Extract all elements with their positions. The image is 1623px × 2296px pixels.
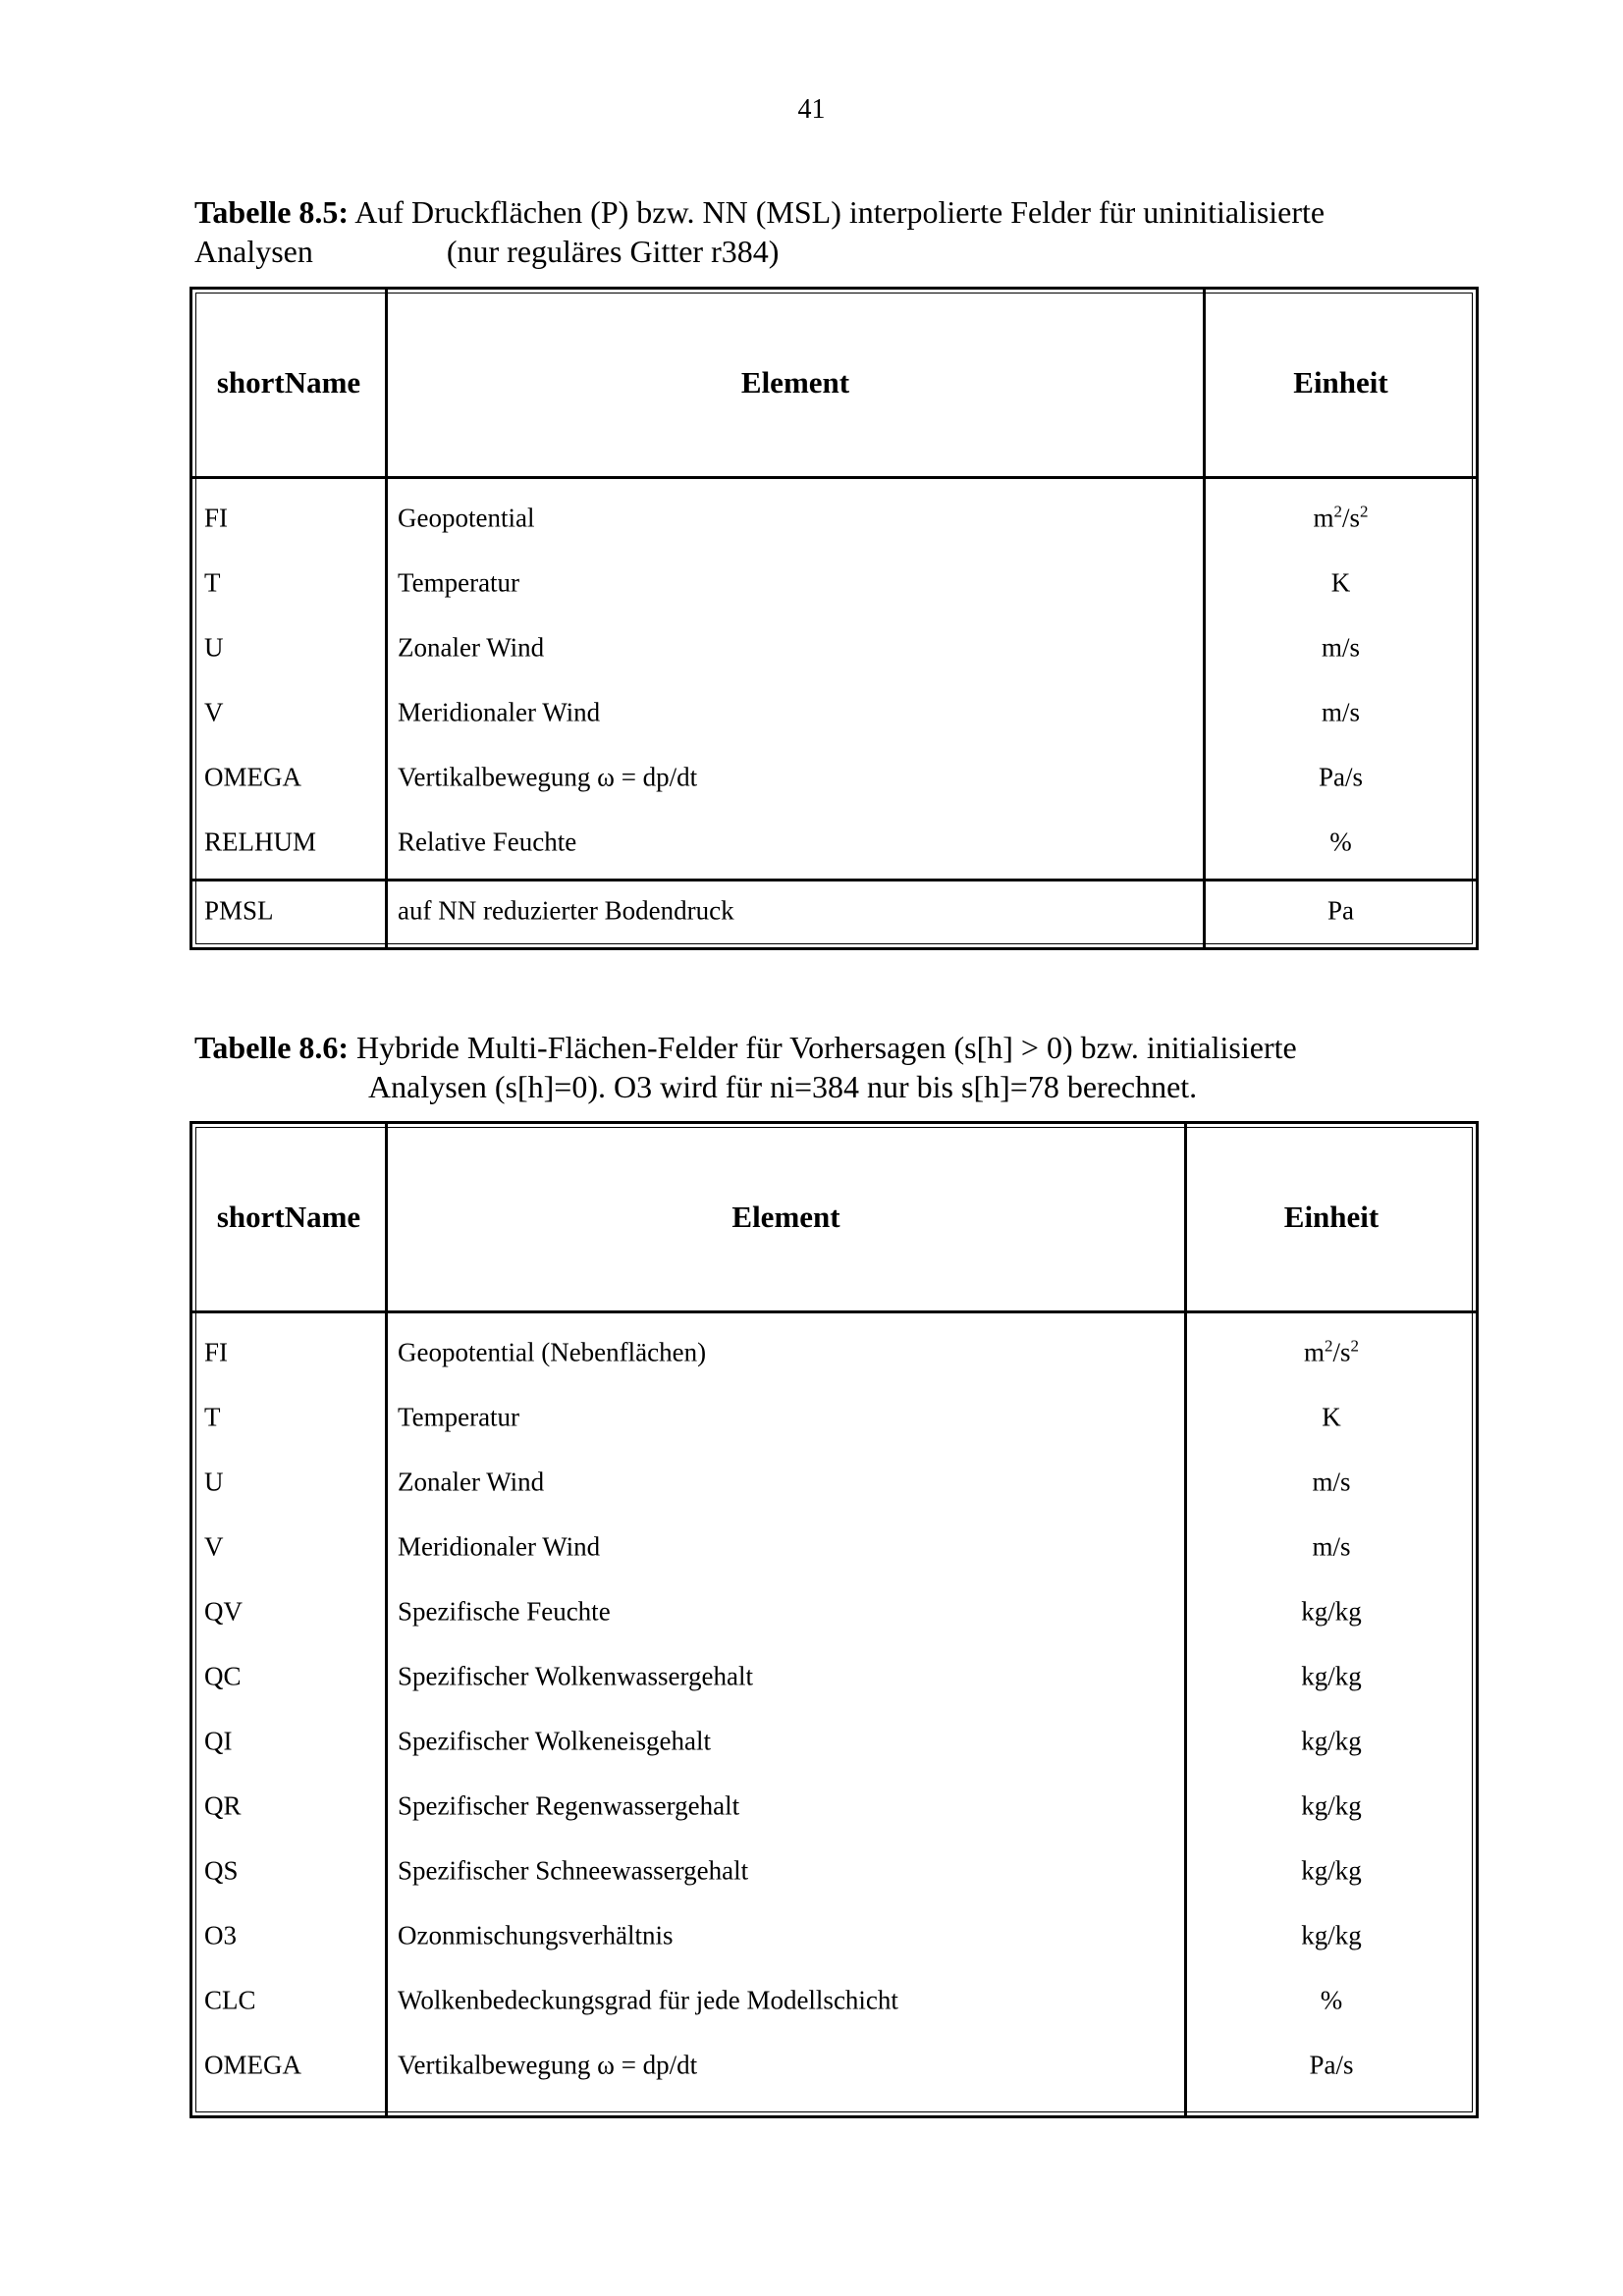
unit-part: 2 [1360,502,1369,521]
page-number: 41 [797,94,826,125]
cell-shortname: U [204,632,224,663]
cell-shortname: CLC [204,1985,256,2015]
table-row [192,1450,1476,1515]
cell-shortname: QR [204,1790,242,1821]
table-row [192,1774,1476,1839]
cell-unit: kg/kg [1301,1596,1362,1627]
unit-part: m [1313,503,1334,533]
unit-part: 2 [1333,502,1342,521]
cell-shortname: O3 [204,1920,237,1950]
cell-element: Zonaler Wind [398,1467,545,1497]
cell-shortname: QC [204,1661,242,1691]
table-row [192,810,1476,875]
cell-unit: kg/kg [1301,1920,1362,1950]
cell-shortname: T [204,1402,221,1432]
cell-unit: kg/kg [1301,1790,1362,1821]
cell-element: Wolkenbedeckungsgrad für jede Modellschicht [398,1985,898,2015]
cell-element: Meridionaler Wind [398,697,601,727]
cell-element: Spezifischer Regenwassergehalt [398,1790,740,1821]
cell-unit [1206,504,1476,534]
unit-part: 2 [1325,1336,1333,1356]
table-row [192,1644,1476,1709]
table2-caption [194,1028,1471,1106]
table1-caption-text-1: Auf Druckflächen (P) bzw. NN (MSL) interpolierte Felder für uninitialisierte [354,194,1325,230]
cell-element: Geopotential (Nebenflächen) [398,1337,707,1367]
unit-part: m [1303,1337,1325,1367]
table1-header-element: Element [740,365,850,400]
table-row [192,745,1476,810]
cell-element: auf NN reduzierter Bodendruck [398,895,734,926]
cell-unit: Pa [1327,895,1354,926]
table1-caption-text-2b: (nur reguläres Gitter r384) [446,234,780,269]
cell-element: Spezifischer Schneewassergehalt [398,1855,749,1886]
unit-part: 2 [1350,1336,1360,1356]
cell-unit: Pa/s [1309,2050,1354,2080]
cell-unit: m/s [1321,697,1360,727]
cell-unit: Pa/s [1318,762,1363,792]
cell-element: Temperatur [398,1402,520,1432]
table1-header-unit: Einheit [1293,365,1388,400]
cell-element: Vertikalbewegung ω = dp/dt [398,2050,698,2080]
table1-caption [194,192,1471,271]
cell-element: Vertikalbewegung ω = dp/dt [398,762,698,792]
cell-unit: kg/kg [1301,1726,1362,1756]
cell-shortname: QV [204,1596,243,1627]
table-row [192,1968,1476,2033]
cell-unit: % [1329,827,1352,857]
cell-shortname: OMEGA [204,762,301,792]
table2-header-shortname: shortName [216,1200,361,1234]
cell-element: Zonaler Wind [398,632,545,663]
table2-header-element: Element [731,1200,840,1234]
cell-shortname: V [204,697,224,727]
table-row [192,551,1476,615]
table-row [192,1579,1476,1644]
table2-caption-label: Tabelle 8.6: [194,1030,350,1065]
table-row [192,1709,1476,1774]
cell-unit: kg/kg [1301,1855,1362,1886]
cell-unit: kg/kg [1301,1661,1362,1691]
cell-shortname: V [204,1531,224,1562]
cell-element: Temperatur [398,567,520,598]
table2-caption-text-2: Analysen (s[h]=0). O3 wird für ni=384 nur bis s[h]=78 berechnet. [368,1069,1198,1104]
cell-unit: m/s [1312,1467,1351,1497]
cell-unit: K [1322,1402,1341,1432]
cell-shortname: QS [204,1855,239,1886]
table1-header-shortname: shortName [216,365,361,400]
table-row [192,1839,1476,1903]
cell-element: Meridionaler Wind [398,1531,601,1562]
table2 [189,1121,1479,2118]
cell-unit: m/s [1321,632,1360,663]
cell-shortname: T [204,567,221,598]
cell-element: Geopotential [398,503,535,533]
unit-part: /s [1342,503,1361,533]
cell-shortname: FI [204,1337,229,1367]
cell-unit [1187,1338,1476,1368]
cell-element: Spezifische Feuchte [398,1596,611,1627]
table-row [192,486,1476,551]
cell-unit: K [1330,567,1351,598]
cell-element: Spezifischer Wolkeneisgehalt [398,1726,711,1756]
table-row [192,1515,1476,1579]
table-row [192,615,1476,680]
table-row [192,1320,1476,1385]
table-row [192,1903,1476,1968]
cell-element: Relative Feuchte [398,827,577,857]
cell-shortname: QI [204,1726,233,1756]
cell-unit: % [1320,1985,1343,2015]
table-row [192,2033,1476,2098]
cell-shortname: RELHUM [204,827,316,857]
table-row [192,680,1476,745]
table1-caption-label: Tabelle 8.5: [194,194,350,230]
cell-shortname: U [204,1467,224,1497]
cell-shortname: FI [204,503,229,533]
table1-caption-text-2a: Analysen [194,234,313,269]
table-row [192,1385,1476,1450]
table1 [189,287,1479,950]
cell-unit: m/s [1312,1531,1351,1562]
table2-header-unit: Einheit [1283,1200,1380,1234]
cell-element: Ozonmischungsverhältnis [398,1920,674,1950]
cell-element: Spezifischer Wolkenwassergehalt [398,1661,753,1691]
unit-part: /s [1332,1337,1351,1367]
cell-shortname: OMEGA [204,2050,301,2080]
table2-caption-text-1: Hybride Multi-Flächen-Felder für Vorhersagen (s[h] > 0) bzw. initialisierte [356,1030,1297,1065]
cell-shortname: PMSL [204,895,274,926]
table-row [192,879,1476,943]
